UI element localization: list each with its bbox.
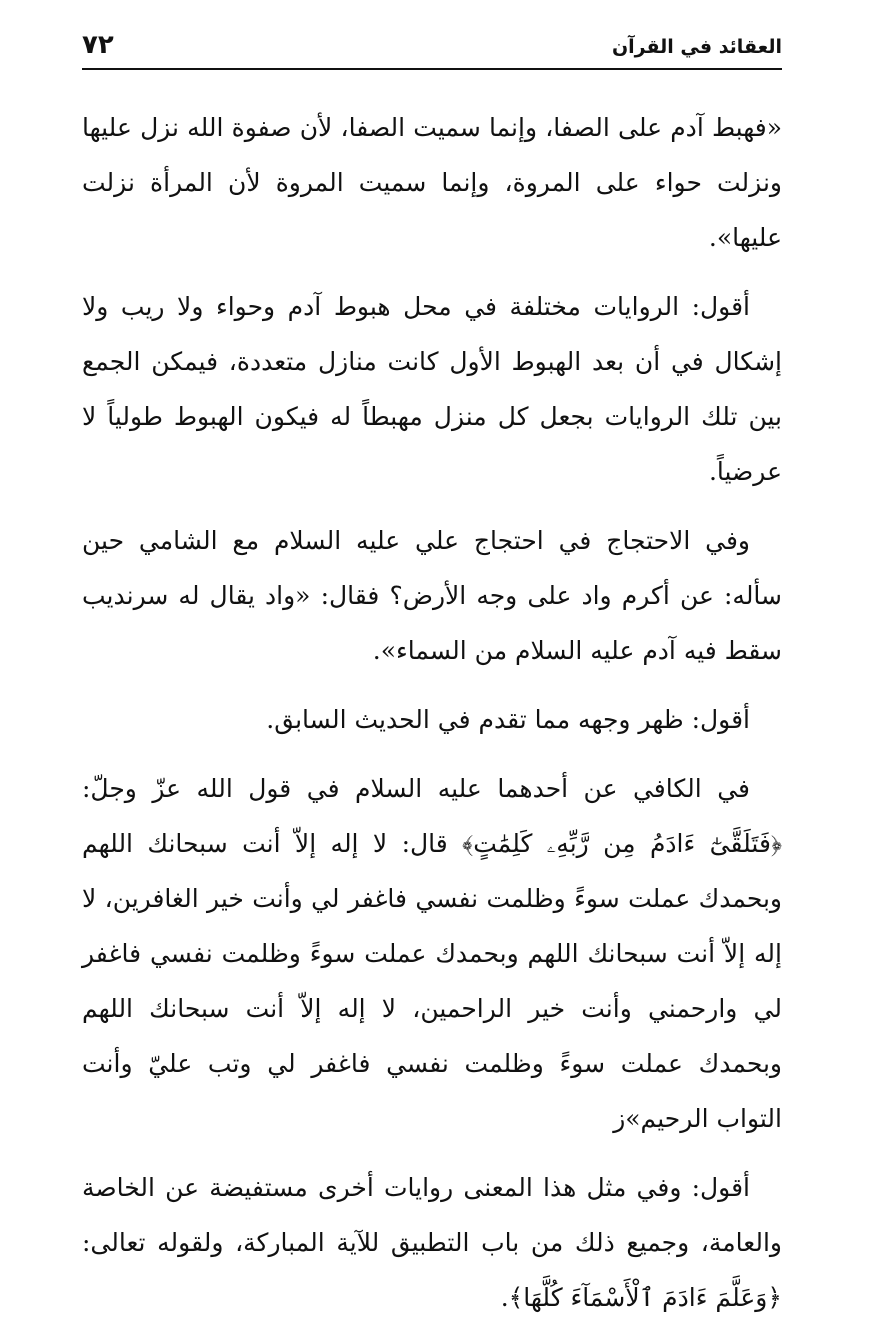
paragraph-quote-safa: «فهبط آدم على الصفا، وإنما سميت الصفا، لأن صفوة الله نزل عليها ونزلت حواء على المروة، وإنما سميت المروة لأن المرأة نزلت عليها». xyxy=(82,113,782,252)
paragraph-ihtijaj: وفي الاحتجاج في احتجاج علي عليه السلام مع الشامي حين سأله: عن أكرم واد على وجه الأرض؟ فقال: «واد يقال له سرنديب سقط فيه آدم عليه السلام من السماء». xyxy=(82,526,782,665)
page-number: ٧٢ xyxy=(82,30,114,60)
page-header xyxy=(82,28,782,70)
body-text xyxy=(82,100,782,1339)
running-title: العقائد في القرآن xyxy=(611,36,782,58)
paragraph-kafi: في الكافي عن أحدهما عليه السلام في قول الله عزّ وجلّ: ﴿فَتَلَقَّىٰٓ ءَادَمُ مِن رَّبِّهِۦ كَلِمَٰتٍ﴾ قال: لا إله إلاّ أنت سبحانك اللهم وبحمدك عملت سوءً وظلمت نفسي فاغفر لي وأنت خير الغافرين، لا إله إلاّ أنت سبحانك اللهم وبحمدك عملت سوءً وظلمت نفسي فاغفر لي وارحمني وأنت خير الراحمين، لا إله إلاّ أنت سبحانك اللهم وبحمدك عملت سوءً وظلمت نفسي فاغفر لي وتب عليّ وأنت التواب الرحيم»ز xyxy=(82,774,782,1133)
paragraph-commentary-final: أقول: وفي مثل هذا المعنى روايات أخرى مستفيضة عن الخاصة والعامة، وجميع ذلك من باب التطبيق للآية المباركة، ولقوله تعالى: ﴿وَعَلَّمَ ءَادَمَ ٱلْأَسْمَآءَ كُلَّهَا﴾. xyxy=(82,1173,782,1312)
paragraph-commentary-descent: أقول: الروايات مختلفة في محل هبوط آدم وحواء ولا ريب ولا إشكال في أن بعد الهبوط الأول كانت منازل متعددة، فيمكن الجمع بين تلك الروايات بجعل كل منزل مهبطاً له فيكون الهبوط طولياً لا عرضياً. xyxy=(82,292,782,486)
paragraph-commentary-short: أقول: ظهر وجهه مما تقدم في الحديث السابق. xyxy=(266,705,750,734)
